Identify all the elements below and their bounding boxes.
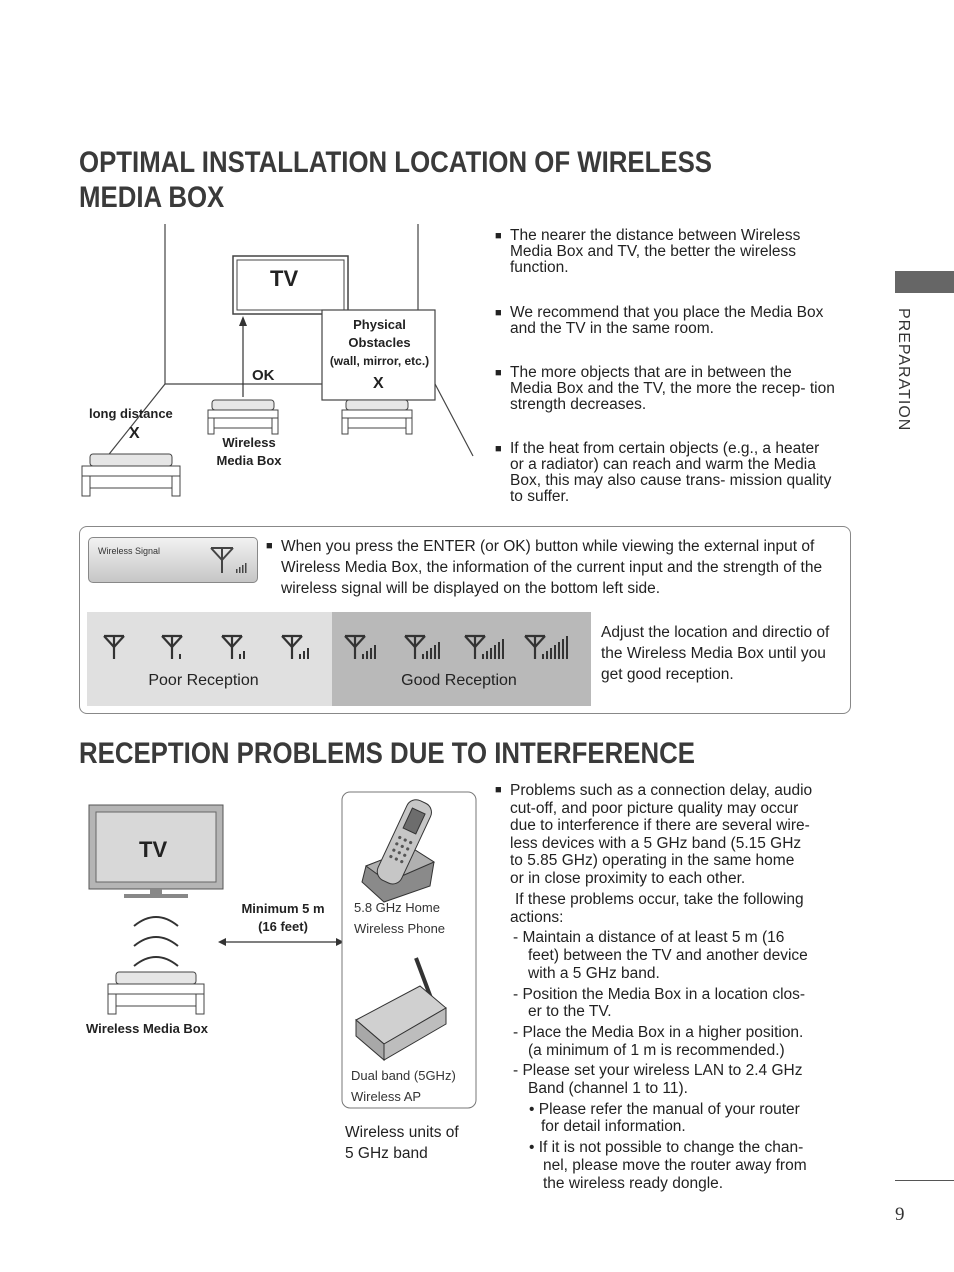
page-number-rule [895, 1180, 954, 1181]
title-line-1: OPTIMAL INSTALLATION LOCATION OF WIRELESS [79, 146, 713, 179]
phone-label: 5.8 GHz Home Wireless Phone [354, 900, 446, 936]
bullet-distance: ■ The nearer the distance between Wireless Media Box and TV, the better the wireless function. [495, 227, 801, 276]
bullet-objects: ■ The more objects that are in between the Media Box and the TV, the more the recep- tion strength decreases. [495, 364, 835, 413]
wireless-units-label: Wireless units of 5 GHz band [345, 1124, 459, 1162]
wireless-media-box-label-2: Wireless Media Box [86, 1021, 208, 1036]
obstacle-x-mark: X [373, 375, 384, 392]
obstacle-label: Physical Obstacles (wall, mirror, etc.) [329, 317, 430, 368]
title-line-2: MEDIA BOX [79, 181, 225, 214]
side-tab-label: PREPARATION [895, 308, 912, 432]
bullet-heat: ■ If the heat from certain objects (e.g., a heater or a radiator) can reach and warm the Media Box, this may also cause trans- mission quality to suffer. [495, 440, 832, 505]
wireless-media-box-label: Wireless Media Box [216, 435, 282, 468]
long-distance-x-mark: X [129, 425, 140, 442]
page-number: 9 [895, 1204, 905, 1225]
section-title-interference: RECEPTION PROBLEMS DUE TO INTERFERENCE [79, 737, 695, 770]
poor-reception-label: Poor Reception [148, 672, 259, 689]
tv-label: TV [270, 266, 299, 291]
reception-advice: Adjust the location and directio of the Wireless Media Box until you get good reception. [601, 624, 830, 683]
side-tab-marker [895, 271, 954, 293]
minimum-distance-label: Minimum 5 m (16 feet) [241, 901, 325, 934]
section-title-optimal-location [79, 145, 810, 215]
good-reception-label: Good Reception [401, 672, 517, 689]
tv-label-2: TV [139, 837, 168, 862]
antenna-signal-icon [207, 545, 249, 575]
ok-label: OK [252, 367, 275, 384]
wireless-signal-osd: Wireless Signal [88, 537, 258, 583]
long-distance-label: long distance [89, 406, 173, 421]
bullet-same-room: ■ We recommend that you place the Media Box and the TV in the same room. [495, 304, 824, 337]
reception-strength-icons [87, 612, 591, 706]
ap-label: Dual band (5GHz) Wireless AP [351, 1068, 456, 1104]
signal-description: ■ When you press the ENTER (or OK) button while viewing the external input of Wireless Media Box, the information of the current input and the strength of the wireless signal will be displayed on the bottom left side. [266, 538, 823, 597]
